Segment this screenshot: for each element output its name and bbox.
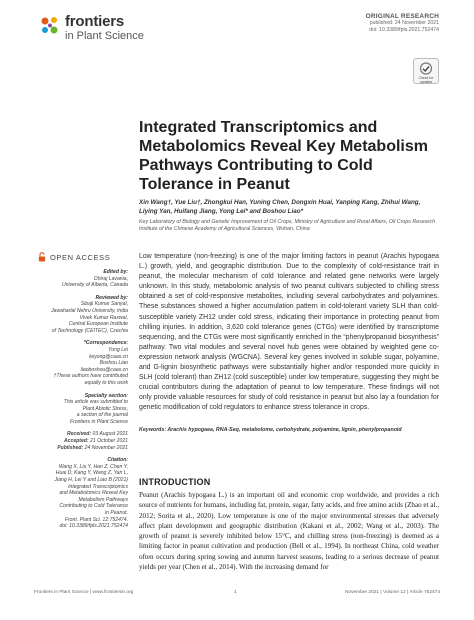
citation: Wang X, Liu Y, Han Z, Chen Y, Huai D, Kang Y, Wang Z, Yan L, Jiang H, Lei Y and Liao B (2021) Integrated Transcriptomics and Metabolomics Reveal Key Metabolism Pathways Contributing to Cold Tolerance in Peanut. Front. Plant Sci. 12:752474. doi: 10.3389/fpls.2021.752474 [54, 463, 128, 530]
correspondence-heading: *Correspondence: [83, 340, 128, 347]
keywords: Keywords: Arachis hypogaea, RNA-Seq, metabolome, carbohydrate, polyamine, lignin, phenylpropanoid [139, 427, 402, 433]
article-type: ORIGINAL RESEARCH [365, 13, 439, 20]
open-access-badge [38, 252, 124, 262]
introduction-heading: INTRODUCTION [139, 477, 211, 487]
specialty-heading: Specialty section: [84, 392, 128, 399]
check-updates-label: Check for updates [418, 76, 434, 84]
equal-contribution-note: †These authors have contributed equally to this work [53, 373, 128, 386]
check-updates-icon [419, 62, 433, 75]
author-list: Xin Wang†, Yue Liu†, Zhongkui Han, Yuning Chen, Dongxin Huai, Yanping Kang, Zhihui Wang, Liying Yan, Huifang Jiang, Yong Lei* and Boshou Liao* [139, 199, 421, 215]
edited-by-heading: Edited by: [103, 269, 128, 275]
published-date-sidebar: Published: 24 November 2021 [57, 444, 128, 451]
introduction-body: Peanut (Arachis hypogaea L.) is an important oil and economic crop worldwide, and provides a rich source of nutrients for humans, including fat, protein, sugar, fatty acids, and free amino acids (Zhao et al., 2012; Sorita et al., 2020). Low temperature is one of the major environmental stresses that adversely affect plant development and geographic distribution (Kakani et al., 2002; Wang et al., 2003). The growth of peanut is severely inhibited below 15°C, and chilling stress (non-freezing) is deemed as a limiting factor in peanut cultivation and production (Bell et al., 1994). In northeast China, cold weather often occurs during spring sowing and autumn harvest seasons, leading to a serious decrease of peanut yields per year (Chen et al., 2014). With the increasing demand for [139, 491, 439, 572]
frontiers-logo-icon [39, 15, 61, 37]
affiliation: Key Laboratory of Biology and Genetic Improvement of Oil Crops, Ministry of Agriculture and Rural Affairs, Oil Crops Research Institute of the Chinese Academy of Agricultural Sciences, Wuhan, China [139, 219, 436, 232]
open-lock-icon [38, 252, 46, 262]
footer-volume: November 2021 | Volume 12 | Article 752474 [344, 590, 440, 595]
specialty-section: This article was submitted to Plant Abiotic Stress, a section of the journal Frontiers in Plant Science [63, 399, 128, 425]
abstract: Low temperature (non-freezing) is one of the major limiting factors in peanut (Arachis hypogaea L.) growth, yield, and geographic distribution. Due to the complexity of cold-resistance trait in peanut, the molecular mechanism of cold tolerance and related gene networks were largely unknown. In this study, metabolomic analysis of two peanut cultivars subjected to chilling stress obtained a set of cold-responsive metabolites, including several carbohydrates and polyamines. These substances showed a higher accumulation pattern in cold-tolerant variety SLH than cold-susceptible variety ZH12 under cold stress, indicating their importance in protecting peanut from chilling injuries. In addition, 3,620 cold tolerance genes (CTGs) were identified by transcriptome sequencing, and the CTGs were most significantly enriched in the “phenylpropanoid biosynthesis” pathway. Two vital modules and several novel hub genes were obtained by weighted gene co-expression network analysis (WGCNA). Several key genes involved in soluble sugar, polyamine, and G-lignin biosynthetic pathways were substantially higher and/or responded more quickly in SLH (cold tolerant) than ZH12 (cold susceptible) under low temperature, suggesting they might be crucial contributors during the adaptation of peanut to low temperature. These findings will not only provide valuable resources for study of cold resistance in peanut but also lay a foundation for genetic modification of cold regulators to enhance stress tolerance in crops. [139, 253, 439, 412]
published-date: published: 24 November 2021 [369, 20, 439, 26]
reviewed-by-heading: Reviewed by: [95, 294, 128, 301]
journal-subtitle: in Plant Science [65, 30, 144, 42]
journal-brand: frontiers [65, 13, 125, 30]
article-sidebar [38, 269, 128, 530]
open-access-label: OPEN ACCESS [50, 252, 111, 262]
received-date: Received: 03 August 2021 [67, 431, 128, 438]
article-title: Integrated Transcriptomics and Metabolomics Reveal Key Metabolism Pathways Contributing to Cold Tolerance in Peanut [139, 119, 428, 193]
reviewed-by: Sibaji Kumar Sanyal, Jawaharlal Nehru University, India Vivek Kumar Raxwal, Central European Institute of Technology (CEITEC), Czechia [51, 301, 128, 334]
footer-journal[interactable]: Frontiers in Plant Science | www.frontiersin.org [34, 590, 134, 595]
accepted-date: Accepted: 21 October 2021 [63, 438, 128, 445]
doi-link[interactable]: doi: 10.3389/fpls.2021.752474 [369, 27, 439, 33]
journal-logo[interactable] [39, 13, 169, 49]
check-for-updates-button[interactable] [413, 58, 439, 84]
correspondence[interactable]: Yong Lei leiyong@caas.cn Boshou Liao liaoboshou@caas.cn [80, 346, 128, 373]
page-number: 1 [234, 590, 237, 595]
edited-by: Dhiraj Lavania, University of Alberta, Canada [61, 275, 128, 289]
article-meta [366, 13, 439, 34]
citation-heading: Citation: [107, 457, 128, 464]
